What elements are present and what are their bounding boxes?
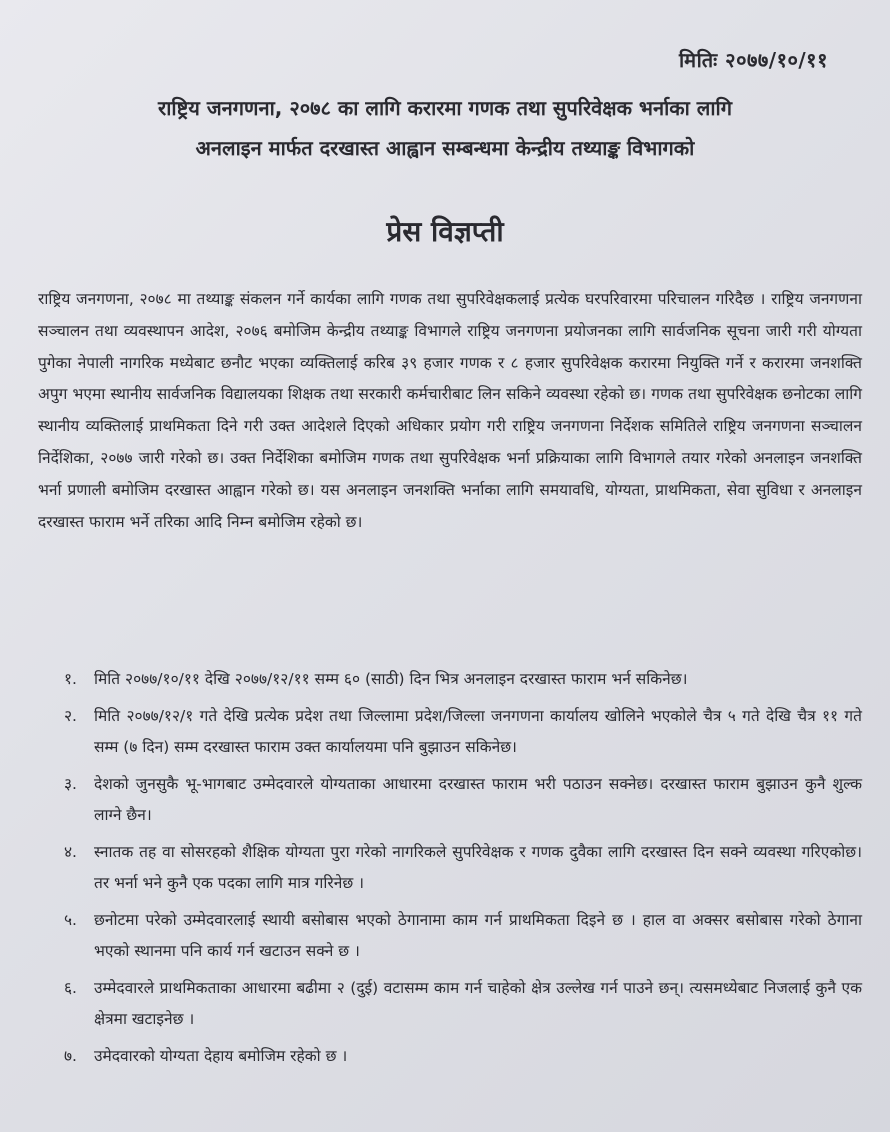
heading-line-2: अनलाइन मार्फत दरखास्त आह्वान सम्बन्धमा केन्द्रीय तथ्याङ्क विभागको [195, 136, 695, 160]
list-item-number: ४. [64, 842, 77, 861]
list-item [64, 664, 862, 696]
list-item-text: मिति २०७७/१२/१ गते देखि प्रत्येक प्रदेश तथा जिल्लामा प्रदेश/जिल्ला जनगणना कार्यालय खोलिने भएकोले चैत्र ५ गते देखि चैत्र ११ गते सम्म (७ दिन) सम्म दरखास्त फाराम उक्त कार्यालयमा पनि बुझाउन सकिनेछ। [94, 706, 862, 756]
document-date: मितिः २०७७/१०/११ [678, 48, 828, 72]
press-release-title: प्रेस विज्ञप्ती [386, 215, 504, 248]
list-item [64, 905, 862, 968]
list-item-number: १. [64, 670, 77, 688]
list-item-text: छनोटमा परेको उम्मेदवारलाई स्थायी बसोबास भएको ठेगानामा काम गर्न प्राथमिकता दिइने छ । हाल वा अक्सर बसोबास गरेको ठेगाना भएको स्थानमा पनि कार्य गर्न खटाउन सक्ने छ । [94, 910, 862, 960]
list-item-text: स्नातक तह वा सोसरहको शैक्षिक योग्यता पुरा गरेको नागरिकले सुपरिवेक्षक र गणक दुवैका लागि दरखास्त दिन सक्ने व्यवस्था गरिएकोछ। तर भर्ना भने कुनै एक पदका लागि मात्र गरिनेछ । [94, 842, 862, 892]
list-item [64, 837, 862, 900]
list-item-number: ७. [64, 1046, 77, 1065]
list-item-number: ५. [64, 910, 77, 929]
list-item-number: २. [64, 706, 77, 725]
list-item [64, 769, 862, 832]
list-item-text: उमेदवारको योग्यता देहाय बमोजिम रहेको छ । [94, 1046, 348, 1065]
list-item [64, 1041, 862, 1073]
list-item-number: ६. [64, 978, 77, 997]
list-item-text: देशको जुनसुकै भू-भागबाट उम्मेदवारले योग्यताका आधारमा दरखास्त फाराम भरी पठाउन सक्नेछ। दरखास्त फाराम बुझाउन कुनै शुल्क लाग्ने छैन। [94, 774, 862, 824]
numbered-list [64, 664, 862, 1077]
heading-line-1: राष्ट्रिय जनगणना, २०७८ का लागि करारमा गणक तथा सुपरिवेक्षक भर्नाका लागि [158, 96, 732, 120]
intro-paragraph: राष्ट्रिय जनगणना, २०७८ मा तथ्याङ्क संकलन गर्ने कार्यका लागि गणक तथा सुपरिवेक्षकलाई प्रत्येक घरपरिवारमा परिचालन गरिदैछ । राष्ट्रिय जनगणना सञ्चालन तथा व्यवस्थापन आदेश, २०७६ बमोजिम केन्द्रीय तथ्याङ्क विभागले राष्ट्रिय जनगणना प्रयोजनका लागि सार्वजनिक सूचना जारी गरी योग्यता पुगेका नेपाली नागरिक मध्येबाट छनौट भएका व्यक्तिलाई करिब ३९ हजार गणक र ८ हजार सुपरिवेक्षक करारमा नियुक्ति गर्ने र करारमा जनशक्ति अपुग भएमा स्थानीय सार्वजनिक विद्यालयका शिक्षक तथा सरकारी कर्मचारीबाट लिन सकिने व्यवस्था रहेको छ। गणक तथा सुपरिवेक्षक छनोटका लागि स्थानीय व्यक्तिलाई प्राथमिकता दिने गरी उक्त आदेशले दिएको अधिकार प्रयोग गरी राष्ट्रिय जनगणना निर्देशक समितिले राष्ट्रिय जनगणना सञ्चालन निर्देशिका, २०७७ जारी गरेको छ। उक्त निर्देशिका बमोजिम गणक तथा सुपरिवेक्षक भर्ना प्रक्रियाका लागि विभागले तयार गरेको अनलाइन जनशक्ति भर्ना प्रणाली बमोजिम दरखास्त आह्वान गरेको छ। यस अनलाइन जनशक्ति भर्नाका लागि समयावधि, योग्यता, प्राथमिकता, सेवा सुविधा र अनलाइन दरखास्त फाराम भर्ने तरिका आदि निम्न बमोजिम रहेको छ। [38, 290, 862, 531]
list-item [64, 973, 862, 1036]
list-item-text: मिति २०७७/१०/११ देखि २०७७/१२/११ सम्म ६० (साठी) दिन भित्र अनलाइन दरखास्त फाराम भर्न सकिनेछ। [94, 670, 688, 688]
list-item-number: ३. [64, 774, 77, 793]
document-heading [40, 88, 850, 168]
list-item-text: उम्मेदवारले प्राथमिकताका आधारमा बढीमा २ (दुई) वटासम्म काम गर्न चाहेको क्षेत्र उल्लेख गर्न पाउने छन्। त्यसमध्येबाट निजलाई कुनै एक क्षेत्रमा खटाइनेछ । [94, 978, 862, 1028]
list-item [64, 701, 862, 764]
